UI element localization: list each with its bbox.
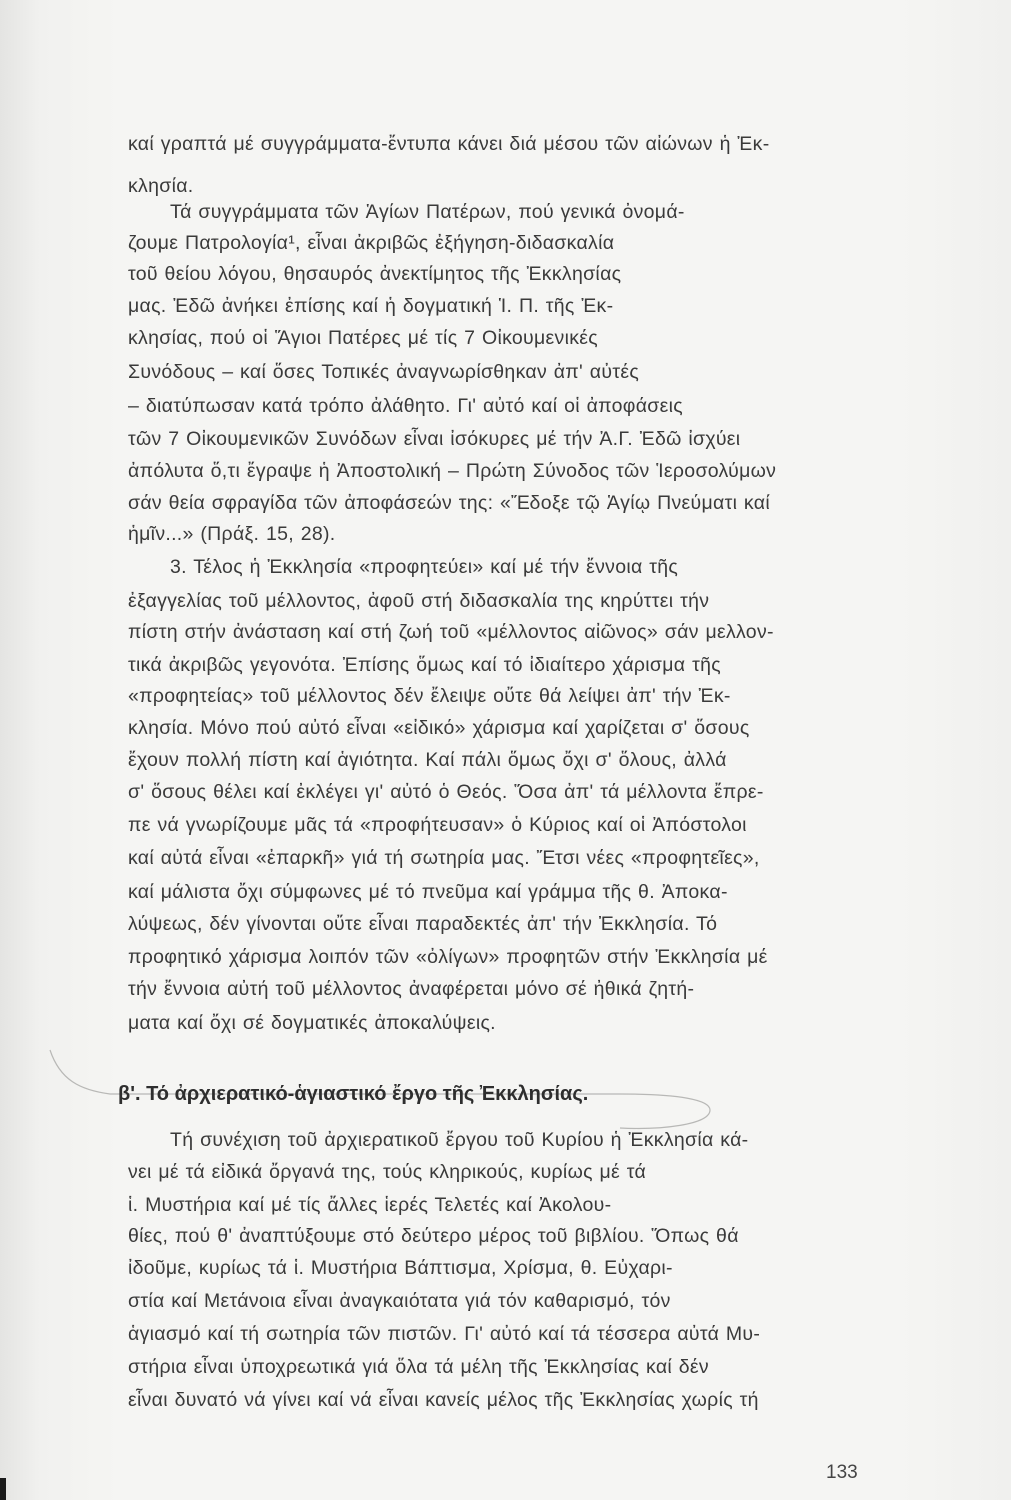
- pen-mark-arc: [20, 1030, 740, 1130]
- text-line-4: ζουμε Πατρολογία¹, εἶναι ἀκριβῶς ἐξήγηση-διδασκαλία: [128, 232, 615, 254]
- section-heading: β'. Τό ἀρχιερατικό-ἁγιαστικό ἔργο τῆς Ἐκκλησίας.: [118, 1083, 589, 1105]
- text-line-27: τήν ἔννοια αὐτή τοῦ μέλλοντος ἀναφέρεται μόνο σέ ἠθικά ζητή-: [128, 978, 695, 1000]
- text-line-29: Τή συνέχιση τοῦ ἀρχιερατικοῦ ἔργου τοῦ Κυρίου ἡ Ἐκκλησία κά-: [170, 1129, 749, 1151]
- text-line-35: ἁγιασμό καί τή σωτηρία τῶν πιστῶν. Γι' αὐτό καί τά τέσσερα αὐτά Μυ-: [128, 1323, 761, 1345]
- text-line-24: καί μάλιστα ὄχι σύμφωνες μέ τό πνεῦμα καί γράμμα τῆς θ. Ἀποκα-: [128, 881, 728, 903]
- page-number: 133: [826, 1462, 858, 1483]
- text-line-9: – διατύπωσαν κατά τρόπο ἀλάθητο. Γι' αὐτό καί οἱ ἀποφάσεις: [128, 395, 683, 417]
- text-line-21: σ' ὅσους θέλει καί ἐκλέγει γι' αὐτό ὁ Θεός. Ὅσα ἀπ' τά μέλλοντα ἔπρε-: [128, 781, 764, 803]
- text-line-16: πίστη στήν ἀνάσταση καί στή ζωή τοῦ «μέλλοντος αἰῶνος» σάν μελλον-: [128, 621, 774, 643]
- text-line-3: Τά συγγράμματα τῶν Ἁγίων Πατέρων, πού γενικά ὀνομά-: [170, 201, 685, 223]
- text-line-36: στήρια εἶναι ὑποχρεωτικά γιά ὅλα τά μέλη τῆς Ἐκκλησίας καί δέν: [128, 1356, 709, 1378]
- text-line-13: ἡμῖν...» (Πράξ. 15, 28).: [128, 523, 336, 545]
- text-line-14: 3. Τέλος ἡ Ἐκκλησία «προφητεύει» καί μέ τήν ἔννοια τῆς: [170, 556, 679, 578]
- text-line-15: ἐξαγγελίας τοῦ μέλλοντος, ἀφοῦ στή διδασκαλία της κηρύττει τήν: [128, 590, 710, 612]
- text-line-5: τοῦ θείου λόγου, θησαυρός ἀνεκτίμητος τῆς Ἐκκλησίας: [128, 263, 622, 285]
- text-line-22: πε νά γνωρίζουμε μᾶς τά «προφήτευσαν» ὁ Κύριος καί οἱ Ἀπόστολοι: [128, 814, 747, 836]
- text-line-8: Συνόδους – καί ὅσες Τοπικές ἀναγνωρίσθηκαν ἀπ' αὐτές: [128, 361, 640, 383]
- text-line-12: σάν θεία σφραγίδα τῶν ἀποφάσεών της: «Ἔδοξε τῷ Ἁγίῳ Πνεύματι καί: [128, 492, 770, 514]
- text-line-18: «προφητείας» τοῦ μέλλοντος δέν ἔλειψε οὔτε θά λείψει ἀπ' τήν Ἐκ-: [128, 685, 731, 707]
- text-line-30: νει μέ τά εἰδικά ὄργανά της, τούς κληρικούς, κυρίως μέ τά: [128, 1161, 647, 1183]
- text-line-26: προφητικό χάρισμα λοιπόν τῶν «ὀλίγων» προφητῶν στήν Ἐκκλησία μέ: [128, 946, 768, 968]
- text-line-33: ἰδοῦμε, κυρίως τά ἱ. Μυστήρια Βάπτισμα, Χρίσμα, θ. Εὐχαρι-: [128, 1257, 673, 1279]
- scan-edge-mark: [0, 1478, 6, 1500]
- text-line-7: κλησίας, πού οἱ Ἅγιοι Πατέρες μέ τίς 7 Οἰκουμενικές: [128, 327, 598, 349]
- text-line-32: θίες, πού θ' ἀναπτύξουμε στό δεύτερο μέρος τοῦ βιβλίου. Ὅπως θά: [128, 1225, 739, 1247]
- text-line-2: κλησία.: [128, 175, 194, 197]
- text-line-37: εἶναι δυνατό νά γίνει καί νά εἶναι κανείς μέλος τῆς Ἐκκλησίας χωρίς τή: [128, 1389, 759, 1411]
- text-line-34: στία καί Μετάνοια εἶναι ἀναγκαιότατα γιά τόν καθαρισμό, τόν: [128, 1290, 671, 1312]
- text-line-25: λύψεως, δέν γίνονται οὔτε εἶναι παραδεκτές ἀπ' τήν Ἐκκλησία. Τό: [128, 913, 718, 935]
- text-line-17: τικά ἀκριβῶς γεγονότα. Ἐπίσης ὅμως καί τό ἰδιαίτερο χάρισμα τῆς: [128, 654, 721, 676]
- text-line-10: τῶν 7 Οἰκουμενικῶν Συνόδων εἶναι ἰσόκυρες μέ τήν Ἀ.Γ. Ἐδῶ ἰσχύει: [128, 428, 741, 450]
- text-line-6: μας. Ἐδῶ ἀνήκει ἐπίσης καί ἡ δογματική Ἱ. Π. τῆς Ἐκ-: [128, 295, 614, 317]
- text-line-23: καί αὐτά εἶναι «ἐπαρκῆ» γιά τή σωτηρία μας. Ἔτσι νέες «προφητεῖες»,: [128, 847, 760, 869]
- text-line-20: ἔχουν πολλή πίστη καί ἁγιότητα. Καί πάλι ὅμως ὄχι σ' ὅλους, ἀλλά: [128, 749, 727, 771]
- text-line-1: καί γραπτά μέ συγγράμματα-ἔντυπα κάνει διά μέσου τῶν αἰώνων ἡ Ἐκ-: [128, 133, 770, 155]
- text-line-19: κλησία. Μόνο πού αὐτό εἶναι «εἰδικό» χάρισμα καί χαρίζεται σ' ὅσους: [128, 717, 750, 739]
- text-line-31: ἱ. Μυστήρια καί μέ τίς ἄλλες ἱερές Τελετές καί Ἀκολου-: [128, 1194, 612, 1216]
- text-line-11: ἀπόλυτα ὅ,τι ἔγραψε ἡ Ἀποστολική – Πρώτη Σύνοδος τῶν Ἱεροσολύμων: [128, 460, 777, 482]
- text-line-28: ματα καί ὄχι σέ δογματικές ἀποκαλύψεις.: [128, 1012, 496, 1034]
